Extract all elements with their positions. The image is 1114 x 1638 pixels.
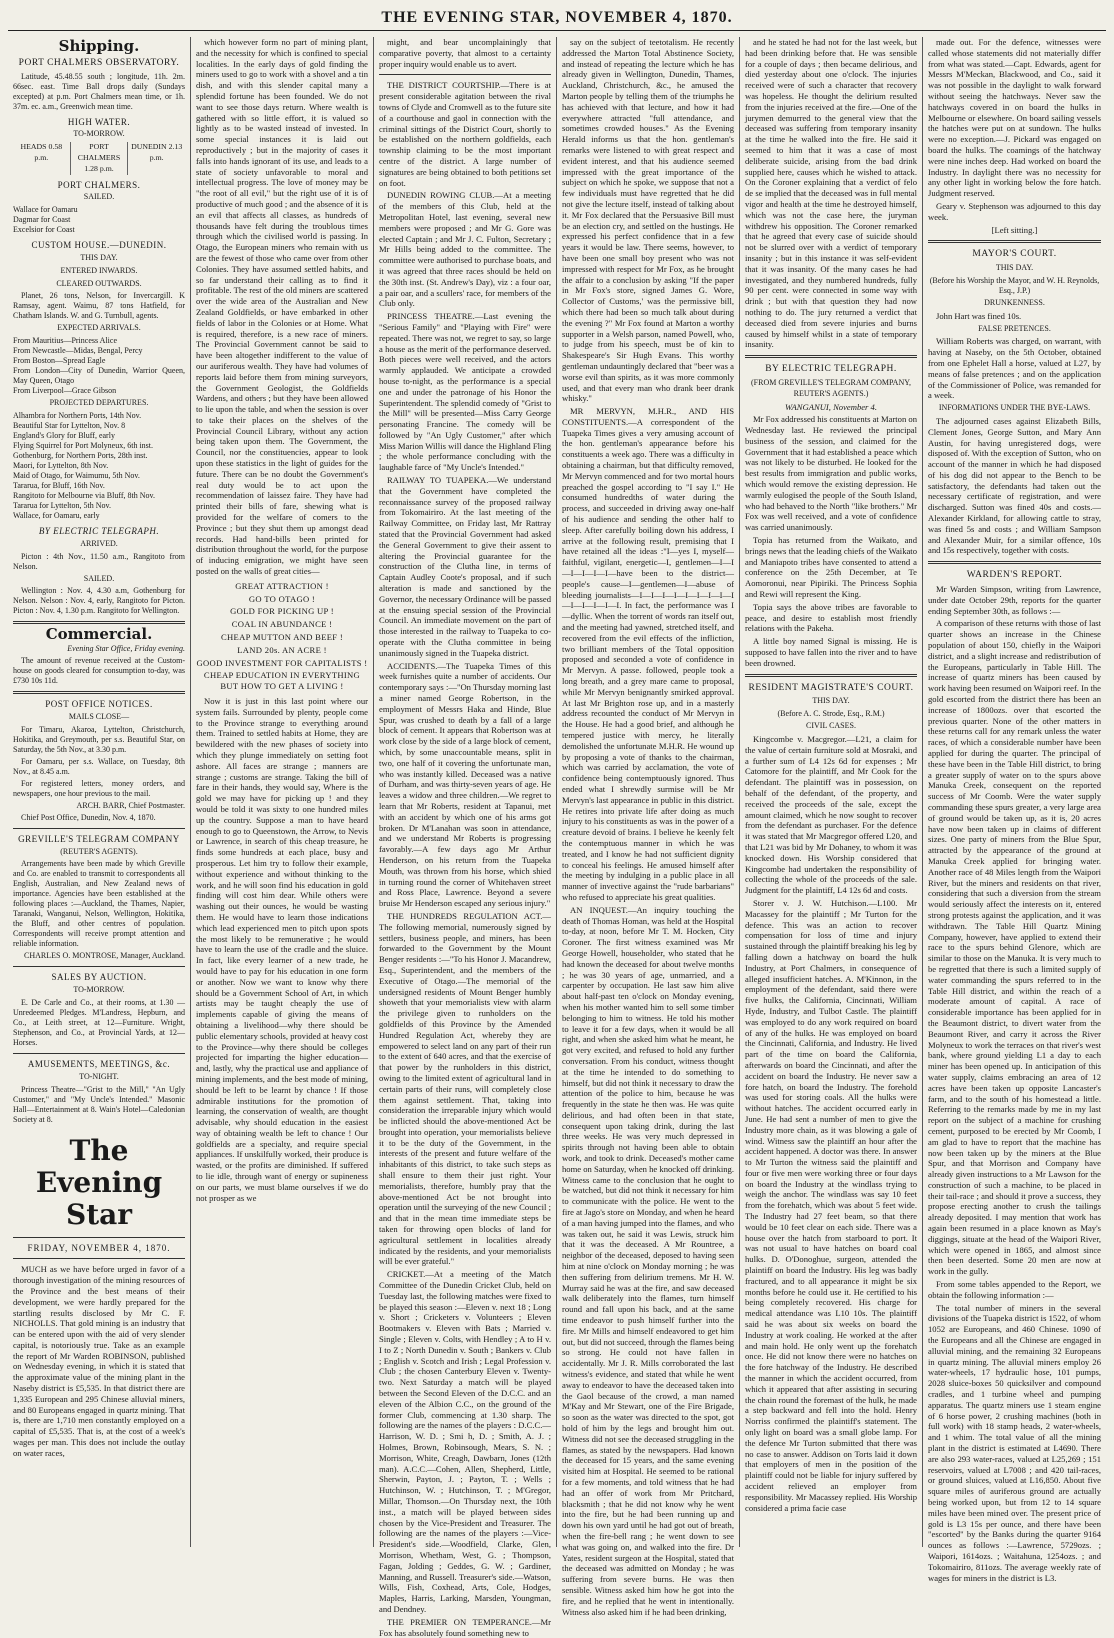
- arrived-label: ARRIVED.: [80, 538, 118, 548]
- sailed-line: Excelsior for Coast: [13, 225, 75, 235]
- bye-text: The adjourned cases against Elizabeth Bills, Clement Jones, George Sutton, and Mary Ann Austin, for having unregistered dogs, were disposed of. With the exception of Sutton, who on account of the manner in which he had disposed of his dog did not appear to the Bench to be satisfactory, the defendants had taken out the necessary certificate of registration, and were discharged. Sutton was fined 40s and costs.—Alexander Kirkland, for allowing cattle to stray, was fined 5s and costs ; and William Sampson and Alexander Muir, for a similar offence, 10s and 15s respectively, together with costs.: [928, 415, 1101, 556]
- electric-title: BY ELECTRIC TELEGRAPH.: [38, 525, 160, 536]
- divider: [928, 240, 1101, 243]
- this-day: THIS DAY.: [995, 263, 1034, 273]
- district-court-paragraph: THE DISTRICT COURTSHIP.—There is at present considerable agitation between the rival towns of Clyde and Cromwell as to the future site of a courthouse and gaol in connection with the criminal sittings of the District Court, shortly to be established on the northern goldfields, each township claiming to be the most important centre of the district. A large number of signatures are being obtained to both petitions set on foot.: [379, 80, 551, 188]
- false-pretences: FALSE PRETENCES.: [978, 323, 1051, 333]
- column-4: [557, 37, 740, 1617]
- amusements-tonight: TO-NIGHT.: [79, 1071, 119, 1081]
- greville-title: GREVILLE'S TELEGRAM COMPANY: [18, 833, 180, 844]
- projected-line: Wallace, for Oamaru, early: [13, 510, 100, 520]
- greville-note: (FROM GREVILLE'S TELEGRAM COMPANY, REUTER'S AGENTS.): [751, 377, 911, 398]
- cricket-paragraph: CRICKET.—At a meeting of the Match Committee of the Dunedin Cricket Club, held on Tuesday last, the following matches were fixed to be played this season :—Eleven v. next 18 ; Long v. Short ; Cricketers v. Volunteers ; Eleven Bootmakers v. Eleven with Bats ; Married v. Single ; Eleven v. Colts, with Hendley ; A to H v. I to Z ; North Dunedin v. South ; Bankers v. Club ; English v. Scotch and Irish ; Legal Profession v. Club ; the chosen Canterbury Eleven v. Twenty-two. Next Saturday a match will be played between the Second Eleven of the D.C.C. and an eleven of the Albion C.C., on the ground of the former Club, commencing at 1.30 sharp. The following are the names of the players : D.C.C.—Harrison, W. D. ; Smi h, D. ; Smith, A. J. ; Holmes, Brown, Robinsough, Mears, S. N. ; Morrison, White, Creagh, Dawbarn, Jones (12th man). A.C.C.—Cohen, Allen, Shepherd, Little, Sherwin, Payton, J. ; Payton, T. ; Wells ; Hutchinson, W. ; Hutchinson, T. ; M'Gregor, Millar, Thomson.—On Thursday next, the 10th inst., a match will be played between sides chosen by the Vice-President and Treasurer. The following are the names of the players :—Vice-President's side.—Woodfield, Clarke, Glen, Morrison, Whetham, West, G. ; Thompson, Fagan, Jolding ; Geddes, G. W. ; Gardiner, Manning, and Russell. Treasurer's side.—Watson, Wills, Fish, Coxhead, Arts, Cole, Hodges, Maples, Harris, Larking, Marsden, Youngman, and Dendney.: [379, 1269, 551, 1614]
- premier-paragraph: THE PREMIER ON TEMPERANCE.—Mr Fox has absolutely found something new to: [379, 1616, 551, 1638]
- missing-boy-paragraph: A little boy named Signal is missing. He is supposed to have fallen into the river and to have been drowned.: [745, 636, 917, 668]
- greville-sub: (REUTER'S AGENTS).: [60, 846, 138, 856]
- cleared-text: Planet, 26 tons, Nelson, for Invercargill. K Ramsay, agent. Waimu, 87 tons Hatfield, for Chatham Islands. W. and G. Turnbull, agents.: [13, 291, 185, 321]
- divider: [13, 1258, 185, 1259]
- fox-paragraph: Mr Fox addressed his constituents at Marton on Wednesday last. He reviewed the principal business of the session, and claimed for the Government that it had established a peace which was not likely to be disturbed. He looked for the best results from immigration and public works, which would remove the existing depression. He warmly eulogised the people of the South Island, who had behaved to the North "like brothers." Mr Fox was well received, and a vote of confidence was carried unanimously.: [745, 414, 917, 533]
- drunkenness: DRUNKENNESS.: [984, 297, 1045, 307]
- warden-statistics: The total number of miners in the several divisions of the Tuapeka district is 1522, of whom 1052 are Europeans, and 460 Chinese. 1090 of the Europeans and all the Chinese are engaged in alluvial mining, and the remaining 32 Europeans in quartz mining. The alluvial miners employ 26 water-wheels, 17 hydraulic hose, 101 pumps, 2028 sluice-boxes 50 quicksilver and compound cradles, and 1 turbine wheel and pumping apparatus. The quartz miners use 1 steam engine of 6 horse power, 2 crushing machines (both in full work) with 18 stamp heads, 2 water-wheels, and 1 whim. The total value of all the mining plant in the district is estimated at L4690. There are also 293 water-races, valued at L25,269 ; 151 reservoirs, valued at L7008 ; and 420 tail-races, or ground sluices, valued at L16,850. About five square miles of auriferous ground are actually being worked upon, but from 12 to 14 square miles have been mined over. The present price of gold is L3 15s per ounce, and there have been "escorted" by the Banks during the quarter 9164 ounces as follows :—Lawrence, 5729ozs. ; Waipori, 1614ozs. ; Waitahuna, 1254ozs. ; and Tokomairiro, 811ozs. The average weekly rate of wages for miners in the district is L3.: [928, 1302, 1101, 1583]
- high-water-tomorrow: TO-MORROW.: [73, 129, 125, 139]
- projected-line: Maori, for Lyttelton, 8th Nov.: [13, 460, 109, 470]
- column-2: [191, 37, 374, 1547]
- projected-line: England's Glory for Bluff, early: [13, 430, 115, 440]
- high-water-table: [13, 142, 185, 174]
- wanganui-dateline: WANGANUI, November 4.: [784, 401, 877, 412]
- column-1: [8, 37, 191, 1547]
- ad-line: COAL IN ABUNDANCE !: [231, 619, 333, 630]
- ad-line: CHEAP MUTTON AND BEEF !: [221, 632, 343, 643]
- hw-port: PORT CHALMERS 1.28 p.m.: [71, 142, 129, 174]
- sailed-line: Wallace for Oamaru: [13, 205, 78, 215]
- column-3: [374, 37, 557, 1638]
- arrived-text: Picton : 4th Nov., 11.50 a.m., Rangitoto from Nelson.: [13, 551, 185, 571]
- divider: [928, 561, 1101, 564]
- civil-cases: CIVIL CASES.: [806, 721, 856, 731]
- projected-line: Alhambra for Northern Ports, 14th Nov.: [13, 410, 142, 420]
- divider: [13, 828, 185, 829]
- post-text-2: For Oamaru, per s.s. Wallace, on Tuesday, 8th Nov., at 8.45 a.m.: [13, 756, 185, 776]
- divider: [745, 674, 917, 677]
- divider: [13, 691, 185, 694]
- bye-laws: INFORMATIONS UNDER THE BYE-LAWS.: [938, 403, 1091, 413]
- projected-line: Tararua, for Bluff, 16th Nov.: [13, 480, 105, 490]
- mervyn-paragraph: MR MERVYN, M.H.R., AND HIS CONSTITUENTS.—A correspondent of the Tuapeka Times gives a very amusing account of the hon. gentleman's appearance before his constituents a week ago. There was a difficulty in obtaining a chairman, but that difficulty removed, Mr Mervyn commenced and for two mortal hours preached the gospel according to "I say I." He consumed hundredths of water during the process, and succeeded in driving away one-half of his audience and sending the other half to sleep. After carefully boiling down his address, I arrive at the following result, premising that I have retained all the ideas :"I—yes I, myself—faithful, vigilant, energetic—I, gentlemen—I—I—I—I—I—I—have been to the district—people's cause—I—gentlemen—I—abuse of bleeding journalists—I—I—I—I—I—I—I—I—I—I—I—I—I—I. In fact, the performance was I—dyllic. When the torrent of words ran itself out, and the meeting had yawned, stretched itself, and recovered from the evil effects of the infliction, two brilliant members of the Total opposition proposed and seconded a vote of confidence in Mr Mervyn. A passe. followed, people took a long breath, and a grey mare came to proposal, while Mr Mervyn benignantly smirked approval. At last Mr Brighton rose up, and in a masterly address recounted the conduct of Mr Mervyn in the House. He had a good brief, and although he tempered justice with mercy, he literally demolished the unfortunate M.H.R. He wound up by proposing a vote of thanks to the chairman, which was carried by acclamation, the vote of confidence being contemptuously ignored. Thus ended what I shrewdly surmise will be Mr Mervyn's last appearance in public in this district. He retires into private life after doing as much injury to his constituents as was in the power of a creature devoid of brains. I believe he keenly felt the contemptuous manner in which he was treated, and I know he had not sufficient dignity to conceal his feelings. He amused himself after the meeting by indulging in a public place in all manner of invective against the "rude barbarians" who refused to appreciate his great qualities.: [562, 406, 734, 902]
- commercial-text: The amount of revenue received at the Custom-house on goods cleared for consumption to-day, was £730 10s 11d.: [13, 656, 185, 686]
- theatre-paragraph: PRINCESS THEATRE.—Last evening the "Serious Family" and "Playing with Fire" were repeated. There was not, we regret to say, so large a house as the merit of the performance deserved. Both pieces were well received, and the actors warmly applauded. We anticipate a crowded house to-night, as the performance is a special one and under the patronage of his Honor the Superintendent. The splendid comedy of "Grist to the Mill" will be presented—Miss Carry George personating Francine. The comedy will be followed by "An Ugly Customer," after which Miss Marion Willis will dance the Highland Fling ; the whole performance concluding with the laughable farce of "My Uncle's Intended.": [379, 311, 551, 473]
- temperance-continued: say on the subject of teetotalism. He recently addressed the Marton Total Abstinence Society, and instead of repeating the lecture which he has already given in Wellington, Dunedin, Thames, Auckland, Christchurch, &c., he amused the Marton people by telling them of the triumphs he has achieved with that lecture, and how it had everywhere attracted "full attendance, and sometimes crowded houses." As the Evening Herald informs us that the hon. gentleman's remarks were listened to with great respect and evident interest, and that his audience seemed impressed with the great importance of the subject on which he spoke, we suppose that not a few individuals must have regretted that he did not give the lecture itself, instead of talking about it. Mr Fox declared that the Persuasive Bill must be an election cry, and settled on the hustings. He expressed his perfect confidence that in a few years it would be law. There seems, however, to have been one small boy present who was not impressed with respect for Mr Fox, as he brought the affair to a conclusion by asking "If the paper in Mr Fox's store, signed James G. Wore, Collector of Customs,' was the permissive bill, which there had been so much talk about during the evening ?" Mr Fox found at Marton a worthy supporter in a Welsh parson, named Powell, who, to judge from his speech, must be of kin to Shakespeare's Sir Hugh Evans. This worthy gentleman undauntingly declared that "beer was a worse evil than spirits, as it was more commonly used, and that every man who drank beer drank whisky.": [562, 37, 734, 404]
- sales-title: SALES BY AUCTION.: [51, 972, 147, 983]
- editorial-end: might, and bear uncomplainingly that comparative poverty, that almost to a certainty proper inquiry would enable us to avert.: [379, 37, 551, 69]
- editorial-continued: Now it is just in this last point where our system fails. Surrounded by plenty, people come to the Province strange to everything around them. Trained to settled habits at Home, they are bewildered with the new phases of society into which they plunge immediately on setting foot ashore. All faces are strange ; manners are strange ; customs are strange. Taking the bill of fare in their hands, they would say, Where is the gold we may have for picking up ! and they would be told it was sixty to one hundred miles up the country. Suppose a man to have heard enough to go to Queenstown, the Arrow, to Nevis or Lawrence, in search of this cheap treasure, he finds some hundreds at each place, busy and prosperous. Let him try to follow their example, without experience and without thinking to the work, and he will soon find his education in gold finding will cost him dear. While others were washing out their ounces, he would be wasting them. He would have to learn those indications which lead experienced men to pitch upon spots the most likely to be remunerative ; he would have to learn the use of the cradle and the sluice. In fact, like every learner of a new trade, he would have to pay for his education in one form or another. Now we want to know why there should be a Government School of Art, in which artists may be taught cheaply the use of implements capable of giving the means of obtaining a livelihood—why there should be public elementary schools, provided at heavy cost to the Province—why there should be colleges projected for imparting the higher education—and, lastly, why the practical use and appliance of mining implements, and the best mode of mining, should be left to be learnt by chance ! If those admirable institutions for the promotion of learning, the conservation of wealth, are thought advisable, why should education in the easiest way of obtaining wealth be left to chance ! Our goldfields are a specialty, and require special appliances. If unskilfully worked, their produce is wasted, or the profits are diminished. If suffered to lie idle, through want of energy or supineness on our parts, we must blame ourselves if we do not prosper as we: [196, 696, 368, 1203]
- amusements-text: Princess Theatre—"Grist to the Mill," "An Ugly Customer," and "My Uncle's Intended." Masonic Hall—Entertainment at 8. Wain's Hotel—Caledonian Society at 8.: [13, 1084, 185, 1124]
- topia-paragraph: Topia has returned from the Waikato, and brings news that the leading chiefs of the Waikato and Maniapoto tribes have consented to attend a conference on the 25th December, at Te Aomoronui, near Pipiriki. The Princess Sophia and Rewi will represent the King.: [745, 535, 917, 600]
- hundreds-paragraph: THE HUNDREDS REGULATION ACT.—The following memorial, numerously signed by settlers, business people, and miners, has been forwarded to the Government by the Mount Benger residents :—"To his Honor J. Macandrew, Esq., Superintendent, and the members of the Executive of Otago.—The memorial of the undersigned residents of Mount Benger humbly showeth that your memorialists view with alarm the privilege given to runholders on the goldfields of this Province by the Amended Hundred Regulation Act, whereby they are empowered to select land on any part of their run to the extent of 640 acres, and that the exercise of that power by the runholders in this district, owing to the limited extent of agricultural land in certain parts of their runs, will completely close them against settlement. That, taking into consideration the irreparable injury which would be inflicted should the above-mentioned Act be brought into operation, your memorialists believe it to be the duty of the Government, in the interests of the present and future welfare of the inhabitants of this district, to take such steps as shall ensure to them their just right. Your memorialists, therefore, humbly pray that the above-mentioned Act be not brought into operation until the surveying of the new Council ; and that in the mean time immediate steps be taken for throwing open blocks of land for agricultural settlement in localities already indicated by the residents, and your memorialists will be ever grateful.": [379, 910, 551, 1267]
- ad-line: CHEAP EDUCATION IN EVERYTHING BUT HOW TO GET A LIVING !: [203, 670, 361, 692]
- expected-list: [13, 336, 185, 396]
- accidents-paragraph: ACCIDENTS.—The Tuapeka Times of this week furnishes quite a number of accidents. Our contemporary says :—"On Thursday morning last a miner named George Robertson, in the employment of Messrs Haka and Hinde, Blue Spur, was crushed to death by a fall of a large block of cement. It appears that Robertson was at work close by the side of a large block of cement, which, by some unaccountable means, split in two, one half of it covering the unfortunate man, who was instantly killed. Deceased was a native of Durham, and was thirty-seven years of age. He leaves a widow and three children.—We regret to learn that Mr Roberts, resident at Tapanui, met with an accident by which one of his arms got broken. Dr M'Lanahan was soon in attendance, and we understand Mr Roberts is progressing favorably.—A few days ago Mr Arthur Henderson, on his return from the Tuapeka Mouth, was thrown from his horse, which shied in turning round the corner of Whitehaven street and Ross Place, Lawrence. Beyond a severe bruise Mr Henderson escaped any serious injury.": [379, 660, 551, 909]
- ad-line: LAND 20s. AN ACRE !: [237, 644, 327, 655]
- before-line: (Before his Worship the Mayor, and W. H. Reynolds, Esq., J.P.): [929, 275, 1100, 295]
- divider: [13, 1237, 185, 1238]
- projected-line: Gothenburg, for Northern Ports, 28th inst.: [13, 450, 148, 460]
- expected-line: From Liverpool—Grace Gibson: [13, 386, 117, 396]
- divider: [745, 355, 917, 358]
- high-water-title: HIGH WATER.: [67, 116, 131, 127]
- warden-text: Mr Warden Simpson, writing from Lawrence, under date October 29th, reports for the quarter ending September 30th, as follows :—: [928, 584, 1101, 616]
- sales-tomorrow: TO-MORROW.: [73, 985, 125, 995]
- projected-list: [13, 411, 185, 521]
- expected-line: From London—City of Dunedin, Warrior Queen, May Queen, Otago: [13, 366, 185, 386]
- sailed2-text: Wellington : Nov. 4, 4.30 a.m, Gothenburg for Nelson. Nelson : Nov. 4, early, Rangitoto for Picton. Picton : Nov. 4, 1.30 p.m. Rangitoto for Wellington.: [13, 586, 185, 616]
- divider: [13, 966, 185, 967]
- divider: [13, 1053, 185, 1054]
- mails-close: MAILS CLOSE—: [68, 711, 130, 721]
- topia-paragraph-2: Topia says the above tribes are favorable to peace, and desire to establish most friendly relations with the Pakeha.: [745, 601, 917, 634]
- post-text-3: For registered letters, money orders, and newspapers, one hour previous to the mail.: [13, 778, 185, 798]
- evening-star-title: The Evening Star: [35, 1133, 163, 1231]
- railway-paragraph: RAILWAY TO TUAPEKA.—We understand that the Government have completed the reconnaissance survey of the proposed railway from Tokomairiro. At the last meeting of the Railway Committee, on Friday last, Mr Rattray stated that the Provincial Government had asked the General Government to give their assent to altering the Provincial guarantee for the construction of the Clutha line, in terms of Captain Audley Coote's proposal, and if such alteration is made and sanctioned by the Governor, the necessary Ordinance will be passed at the ensuing special session of the Provincial Council. An immediate movement on the part of those interested in the railway to Tuapeka to co-operate with the Clutha committee in being unanimously signed in the Tuapeka district.: [379, 475, 551, 658]
- mayor-court-title: MAYOR'S COURT.: [972, 249, 1057, 260]
- divider: [13, 621, 185, 624]
- projected-line: Rangitoto for Melbourne via Bluff, 8th Nov.: [13, 490, 155, 500]
- editorial-continued: which however form no part of mining plant, and the necessity for which is confined to special localities. In the early days of gold finding the miners used to go to work with a shovel and a tin dish, and with this slender capital many a splendid fortune has been founded. We do not want to see those days return. Where wealth is gathered with so little effort, it is valued so lightly as to be wasted instead of invested. In some special instances it is laid out reproductively ; but in the majority of cases it falls into hands ignorant of its use, and leads to a state of society unfavorable to moral and intellectual progress. The love of money may be "the root of all evil," but the right use of it is of productive of much good ; and the absence of it is an evil that affects all classes, as hundreds of thousands have felt during the troublous times through which the civilised world is passing. In Otago, the European miners who remain with us are the fewest of those who came over from other Colonies. They have assumed settled habits, and so far understand their calling as to find it profitable. The rest of the old miners are scattered over the wide area of the Australian and New Zealand Goldfields, or have embarked in other fields of labor in the Colonies or at Home. What is required, therefore, is a new race of miners. The Provincial Government cannot be said to have been altogether indifferent to the value of our auriferous wealth. They have had volumes of reports laid before them from mining surveyors, the Government Geologist, the Goldfields Wardens, and others ; but they have been allowed to lie upon the table, and when the session is over to take their places on the shelves of the Provincial Council Library, without any action being taken upon them. The Government, the Council, nor the constituencies, appear to look upon these statistics in the light of guides for the future. There can be no doubt the Government's real duty would be to act upon the recommendation of laissez faire. They have had printed their bills of fare, shewing what is provided for the welfare of comers to the Province ; but they shut them up amongst dead records. Had hand-bills been printed for distribution throughout the world, for the purpose of inducing emigration, we might have seen posted on the walls of great cities—: [196, 37, 368, 577]
- sailed-label: SAILED.: [83, 192, 115, 202]
- hw-dunedin: DUNEDIN 2.13 p.m.: [131, 142, 183, 162]
- post-office-title: POST OFFICE NOTICES.: [45, 699, 153, 710]
- columns: [8, 37, 1106, 1638]
- projected-line: Flying Squirrel for Port Molyneux, 6th inst.: [13, 440, 153, 450]
- inquest-continued: and he stated he had not for the last week, but had been drinking before that. He was sensible for a couple of days ; then became delirious, and died yesterday about one o'clock. The injuries received were of such a character that recovery was hopeless. He thought the delirium resulted from the injuries received at the fire.—One of the jurymen demurred to the general view that the deceased was suffering from temporary insanity at the time he walked into the fire. He said it seemed to him that it was a case of most deliberate suicide, arising from the bad drink supplied here, causes which he wished to attack. On the Coroner explaining that a verdict of felo de se implied that the deceased was in full mental vigor and health at the time he destroyed himself, which was not the case here, the juryman withdrew his opposition. The Coroner remarked that he agreed that every case of suicide should not be slurred over with a verdict of temporary insanity ; but in this instance it was self-evident that it was insanity. Of the many cases he had investigated, and they numbered hundreds, fully 90 per cent. were connected in some way with drink ; but with that question they had now nothing to do. The jury returned a verdict that deceased died from severe injuries and burns caused by himself whilst in a state of temporary insanity.: [745, 37, 917, 350]
- expected-line: From Newcastle—Midas, Bengal, Percy: [13, 346, 143, 356]
- shipping-heading: Shipping.: [58, 37, 140, 55]
- projected-departures: PROJECTED DEPARTURES.: [49, 398, 149, 408]
- ad-line: GO TO OTAGO !: [248, 593, 316, 604]
- geary-case: Geary v. Stephenson was adjourned to this day week.: [928, 200, 1101, 222]
- projected-line: Beautiful Star for Lyttelton, Nov. 8: [13, 420, 126, 430]
- sailed2-label: SAILED.: [83, 573, 115, 583]
- this-day: THIS DAY.: [812, 696, 850, 706]
- column-5: [740, 37, 923, 1547]
- warden-report: A comparison of these returns with those of last quarter shows an increase in the Chinese population of about 150, chiefly in the Waipori district, and a slight increase and redistribution of the Europeans, particularly in Table Hill. The increase of quartz miners has been caused by work having been resumed on Waipori reef. In the gold escorted from the district there has been an increase of 1800ozs. over that escorted the previous quarter. None of the other matters in these returns call for any remark unless the water races, of which a considerable number have been applied for during the quarter. The principal of these have been in the Table Hill district, to bring a greater supply of water on to the spurs above Manuka Creek, consequent on the reported success of Mr Coomb. Were the water supply commanding these spurs greater, a very large area of ground would be taken up, as it is, 20 acres have now been taken up in claims of different sizes. One party of miners from the Blue Spur, attracted by the appearance of the ground at Manuka Creek applied for bringing water. Another race of 48 Miles length from the Waipori River, but the miners and residents on that river, considering that such a diversion from the stream would seriously affect the interests on it, entered strong protests against the application, and it was withdrawn. The Table Hill Quartz Mining Company, however, have applied to extend their race to the spurs behind Glenore, which are similar to those on the Manuka. It is very much to be regretted that there is such a limited supply of water commanding the spurs referred to in the Table Hill district, and within the reach of a moderate amount of capital. A race of considerable importance has been applied for in the Beaumont district, to divert water from the Beaumont River, and carry it across the River Molyneux to work the terraces on that river's west bank, where ground yielding L1 a day to each miner has been opened up. In anticipation of this water supply, claims embracing an area of 12 acres have been taken up opposite Lancaster's farm, and to the south of his homestead a little. Referring to the remarks made by me in my last report on the subject of a machine for crushing cement, purposed to be erected by Mr Coomb, I am glad to have to report that the machine has now been taken up by the miners at the Blue Spur, and that Morrison and Company have already given instructions to a Mr Lawson for the construction of such a machine, to be placed in their tail-race ; and should it prove a success, they propose erecting another to crush the tailings already deposited. I may mention that work has again been resumed in a place known as May's diggings, situate at the head of the Waipori River, which were opened in 1865, and almost since then been deserted. Some 20 men are now at work in the gully.: [928, 618, 1101, 1277]
- drunk-text: John Hart was fined 10s.: [936, 310, 1022, 321]
- projected-line: Maid of Otago, for Waimumu, 5th Nov.: [13, 470, 140, 480]
- kingcombe-case: Kingcombe v. Macgregor.—L21, a claim for the value of certain furniture sold at Mosraki, and a further sum of L4 12s 6d for expenses ; Mr Catomore for the plaintiff, and Mr Cook for the defendant. The plaintiff was in possession, on behalf of the defendant, of the property, and received the proceeds of the sale, except the amount claimed, which he now sought to recover from the defendant as purchaser. For the defence it was stated that Mr Macgregor offered L20, and that L21 was bid by Mr Dohaney, to whom it was knocked down. His Worship considered that Kingcombe had undertaken the responsibility of collecting the whole of the proceeds of the sale. Judgment for the plaintiff, L4 12s 6d and costs.: [745, 734, 917, 896]
- editorial-text: MUCH as we have before urged in favor of a thorough investigation of the mining resources of the Province and the best means of their development, we were hardly prepared for the startling results disclosed by Mr C. F. NICHOLLS. That gold mining is an industry that can be entered upon with the aid of very slender capital, is notoriously true. Take as an example the report of Mr Warden ROBINSON, published on Wednesday evening, in which it is stated that the approximate value of the mining plant in the Naseby district is £5,535. In that district there are 1,335 European and 295 Chinese alluvial miners, and 80 Europeans engaged in quartz mining. That is, there are 1,710 men constantly employed on a capital of £5,535. That is, at the cost of a week's wages per man. This does not include the outlay on water races,: [13, 1264, 185, 1458]
- ad-line: GOLD FOR PICKING UP !: [230, 606, 334, 617]
- expected-line: From Mauritius—Princess Alice: [13, 336, 117, 346]
- greville-sign: CHARLES O. MONTROSE, Manager, Auckland.: [24, 951, 185, 961]
- left-sitting: [Left sitting.]: [991, 224, 1038, 235]
- electric-title: BY ELECTRIC TELEGRAPH.: [765, 364, 897, 375]
- storer-case: Storer v. J. W. Hutchison.—L100. Mr Macassey for the plaintiff ; Mr Turton for the defence. This was an action to recover compensation for loss of time and injury sustained through the plaintiff breaking his leg by falling down a hatchway on board the hulk Industry, at Port Chalmers, in consequence of alleged insufficient hatches. A. M'Kinnon, in the employment of the defendant, said there were five hulks, the California, Cincinnati, William Hyde, Industry, and Tulbot Castle. The plaintiff was employed to do any work required on board of any of the hulks. He was employed on board the Cincinnati, California, and Industry. He lived part of the time on board the California, afterwards on board the Cincinnati, and after the accident on board the Industry. He never saw a fore hatch, on board the Industry. The forehold was used for storing coals. All the hulks were without hatches. The accident occurred early in June. He had sent a number of men to give the Industry more chain, as it was blowing a gale of wind. Witness saw the plaintiff an hour after the accident happened. A doctor was there. In answer to Mr Turton the witness said the plaintiff and four or five men were working three or four days on board the Industry at the windlass trying to weigh the anchor. The windlass was say 10 feet from the forehatch, which was about 5 feet wide. The Industry had 27 feet beam, so that there would be 10 feet clear on each side. There was a house over the hatch from starboard to port. It was not usual to have hatches on board coal hulks. D. O'Donoghue, surgeon, attended the plaintiff on board the Industry. His leg was badly fractured, and to all appearance it might be six months before he could use it. He certified to his being completely recovered. His charge for medical attendance was L10 10s. The plaintiff said he was about six weeks on board the Industry at work coaling. He worked at the after and main hold. He only went up the forehatch once. He did not know there were no hatches on the fore hatchway of the Industry. He described the manner in which the accident occurred, from which it appeared that after assisting in securing the chain round the foremast of the hulk, he made a step backward and fell into the hold. Henry Norriss confirmed the plaintiff's statement. The only light on board was a small globe lamp. For the defence Mr Turton submitted that there was no case to answer. Addison on Torts laid it down that employers of men in the position of the plaintiff could not be liable for injury suffered by accident relieved an employer from responsibility. Mr Macassey replied. His Worship considered a prima facie case: [745, 897, 917, 1513]
- post-text-1: For Timaru, Akaroa, Lyttelton, Christchurch, Hokitika, and Greymouth, per s.s. Beautiful Star, on Saturday, the 5th Nov., at 3.30 p.m.: [13, 724, 185, 754]
- hw-heads: HEADS 0.58 p.m.: [13, 142, 71, 174]
- resident-court-title: RESIDENT MAGISTRATE'S COURT.: [748, 682, 914, 693]
- greville-text: Arrangements have been made by which Greville and Co. are enabled to transmit to correspondents all English, Australian, and New Zealand news of importance. Agencies have been established at the following places :—Auckland, the Thames, Napier, Taranaki, Wanganui, Nelson, Wellington, Hokitika, the Bluff, and other centres of population. Correspondents will receive prompt attention and reliable information.: [13, 859, 185, 949]
- expected-arrivals: EXPECTED ARRIVALS.: [57, 323, 141, 333]
- rowing-paragraph: DUNEDIN ROWING CLUB.—At a meeting of the members of this Club, held at the Metropolitan Hotel, last evening, several new members were proposed ; and Mr G. Gore was elected Captain ; and Mr J. C. Fulton, Secretary ; Mr Hills being added to the committee. The committee were authorised to purchase boats, and it was agreed that three races should be held on the 30th inst. (St. Andrew's Day), viz : a four oar, a pair oar, and a scullers' race, for members of the Club only.: [379, 190, 551, 309]
- ad-block: [196, 581, 368, 692]
- false-text: William Roberts was charged, on warrant, with having at Naseby, on the 5th October, obtained from one Ephelet Hall a horse, valued at L27, by means of false pretences ; and on the application of the Commissioner of Police, was remanded for a week.: [928, 336, 1101, 401]
- friday-line: FRIDAY, NOVEMBER 4, 1870.: [27, 1242, 171, 1253]
- post-office-date: Chief Post Office, Dunedin, Nov. 4, 1870.: [21, 812, 156, 822]
- masthead: THE EVENING STAR, NOVEMBER 4, 1870.: [8, 6, 1106, 31]
- ad-line: GREAT ATTRACTION !: [235, 580, 329, 591]
- sales-text: E. De Carle and Co., at their rooms, at 1.30 —Unredeemed Pledges. M'Landress, Hepburn, and Co., at Leith street, at 12—Furniture. Wright, Stephenson, and Co., at Provincial Yards, at 12—Horses.: [13, 997, 185, 1047]
- commercial-office: Evening Star Office, Friday evening.: [67, 644, 185, 654]
- observatory-text: Latitude, 45.48.55 south ; longitude, 11h. 2m. 66sec. east. Time Ball drops daily (Sundays excepted) at p.m. Port Chalmers mean time, or 1h. 37m. ec. a.m., Greenwich mean time.: [13, 71, 185, 111]
- cleared-outwards: CLEARED OUTWARDS.: [56, 278, 142, 288]
- projected-line: Tararua for Lyttelton, 5th Nov.: [13, 500, 112, 510]
- commercial-heading: Commercial.: [45, 625, 153, 644]
- warden-title: WARDEN'S REPORT.: [966, 570, 1063, 581]
- divider: [379, 74, 551, 75]
- custom-house-title: CUSTOM HOUSE.—DUNEDIN.: [31, 240, 167, 251]
- column-6: [923, 37, 1106, 1583]
- port-chalmers-title: PORT CHALMERS.: [57, 179, 141, 190]
- observatory-title: PORT CHALMERS OBSERVATORY.: [18, 57, 180, 68]
- storer-continued: made out. For the defence, witnesses were called whose statements did not materially differ from what was stated.—Capt. Edwards, agent for Messrs M'Meckan, Blackwood, and Co., said it was not possible in the daylight to walk forward without seeing the hatchways. Never saw the hatchways covered in on board the hulks in Melbourne or elsewhere. On board sailing vessels the hatches were put on at sundown. The hulks were no exception.—J. Pickard was engaged on board the hulks. The coamings of the hatchway were nine inches deep. Had worked on board the Industry. In daylight there was no necessity for any other light in working below the fore hatch. Judgment reserved.: [928, 37, 1101, 199]
- post-sign: ARCH. BARR, Chief Postmaster.: [76, 800, 185, 810]
- warden-tables-intro: From some tables appended to the Report, we obtain the following information :—: [928, 1279, 1101, 1300]
- this-day: THIS DAY.: [80, 252, 118, 262]
- amusements-title: AMUSEMENTS, MEETINGS, &c.: [27, 1058, 171, 1069]
- sailed-line: Dagmar for Coast: [13, 215, 71, 225]
- ad-line: GOOD INVESTMENT FOR CAPITALISTS !: [196, 657, 368, 668]
- inquest-paragraph: AN INQUEST.—An inquiry touching the death of Thomas Homan, was held at the Hospital to-day, at noon, before Mr T. M. Hocken, City Coroner. The first witness examined was Mr George Howell, householder, who stated that he had known the deceased for about twelve months ; he was 30 years of age, unmarried, and a carpenter by occupation. He last saw him alive about half-past ten o'clock on Monday evening, when his mother wanted him to sell some timber belonging to him to witness. He told his mother to leave it for a few days, when it would be all right, and when she asked him what he meant, he got very excited, and refused to hold any further conversation. From his conduct, witness thought at the time he intended to do something to himself, but did not think it necessary to draw the attention of the police to him, because he was frequently in the state he then was. He was quite delirious, and had often been in that state, consequent upon taking drink, during the last three weeks. He was very much depressed in spirits through not having been able to obtain work, and took to drink. Deceased's mother came home on Saturday, when he knocked off drinking. Witness came to the conclusion that he ought to be watched, but did not think it necessary for him to communicate with the police. He went to the fire at Jago's store on Monday, and when he heard of a man having jumped into the flames, and who was taken out, he said it was Lewis, struck him that it was the deceased. A Mr Rountree, a neighbor of the deceased, deposed to having seen him at nine o'clock on Monday morning ; he was then suffering from delirium tremens. Mr H. W. Murray said he was at the fire, and saw deceased walk deliberately into the flames, turn himself round and fall upon his back, and at the same time endeavor to push himself further into the fire. Mr Mills and himself endeavored to get him out, but did not succeed, through the flames being so strong. He could not have fallen in accidentally. Mr J. R. Mills corroborated the last witness's evidence, and stated that while he went away to endeavor to have the deceased taken into the Gaol because of the crowd, a man named M'Kay and Mr Stewart, one of the Fire Brigade, so soon as the water was directed to the spot, got hold of him by the legs and brought him out. Witness did not see the deceased struggling in the flames, as stated by the newspapers. Had known the deceased for 15 years, and the same evening visited him at Hospital. He seemed to be rational for a few moments, and told witness that he had had an offer of work from Mr Pritchard, blacksmith ; that he did not know why he went into the fire, but he had been running up and down his own yard until he had got out of breath, when the fire-bell rang ; he went down to see what was going on, and walked into the fire. Dr Yates, resident surgeon at the Hospital, stated that the deceased was admitted on Monday ; he was suffering from severe burns. He was then sensible. Witness asked him how he got into the fire, and he replied that he went in intentionally. Witness also asked him if he had been drinking,: [562, 904, 734, 1617]
- before-line: (Before A. C. Strode, Esq., R.M.): [777, 709, 885, 719]
- sailed-list: [13, 205, 185, 235]
- expected-line: From Boston—Spread Eagle: [13, 356, 106, 366]
- entered-inwards: ENTERED INWARDS.: [60, 265, 138, 275]
